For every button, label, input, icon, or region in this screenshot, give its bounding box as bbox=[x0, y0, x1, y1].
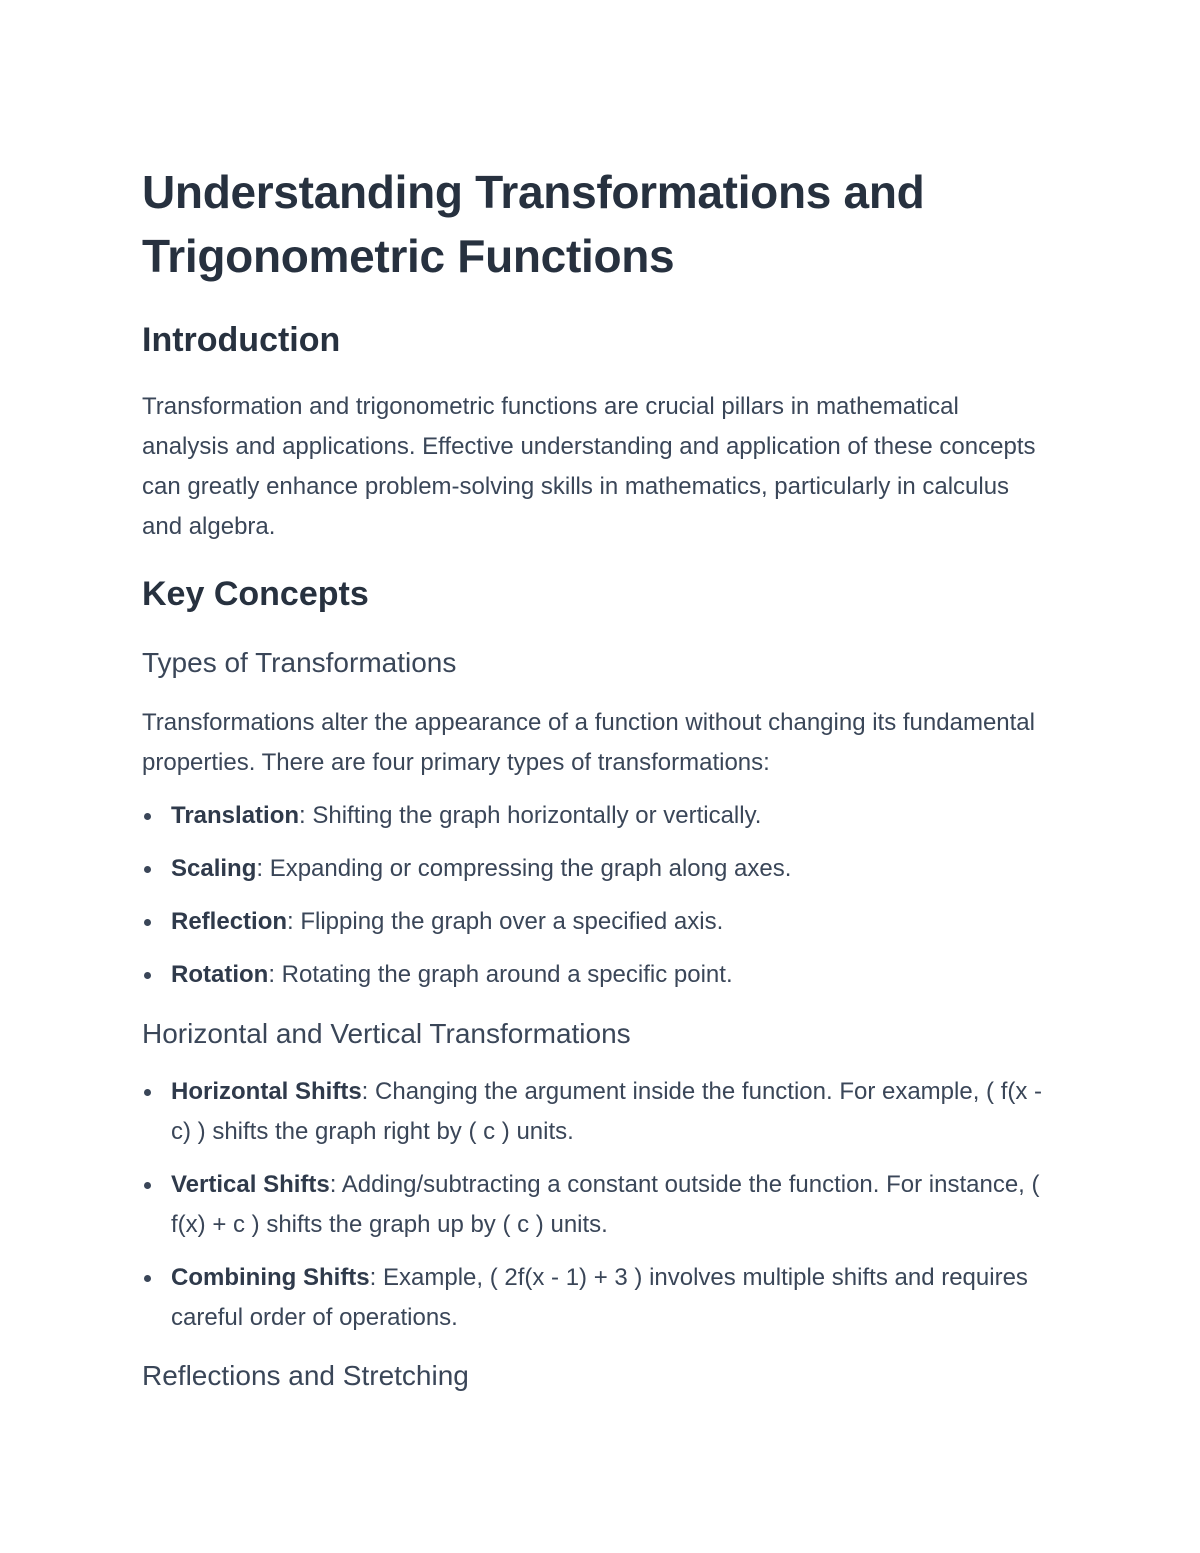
list-item-text: : Shifting the graph horizontally or vertically. bbox=[299, 802, 762, 829]
list-item-term: Vertical Shifts bbox=[171, 1171, 330, 1198]
list-item-text: : Rotating the graph around a specific point. bbox=[268, 961, 733, 988]
key-concepts-heading: Key Concepts bbox=[142, 575, 369, 613]
list-item-term: Scaling bbox=[171, 855, 257, 882]
list-item-term: Translation bbox=[171, 802, 300, 829]
list-item bbox=[142, 1165, 1062, 1245]
list-item-text: : Changing the argument inside the function. For example, ( f(x - c) ) shifts the graph right by ( c ) units. bbox=[171, 1078, 1043, 1145]
list-item bbox=[142, 796, 1062, 836]
list-item-term: Horizontal Shifts bbox=[171, 1078, 362, 1105]
transformation-types-list bbox=[142, 796, 1062, 1008]
list-item-text: : Expanding or compressing the graph along axes. bbox=[256, 855, 792, 882]
list-item bbox=[142, 849, 1062, 889]
list-item-term: Combining Shifts bbox=[171, 1264, 370, 1291]
document-title: Understanding Transformations and Trigonometric Functions bbox=[142, 166, 925, 282]
list-item-text: : Example, ( 2f(x - 1) + 3 ) involves multiple shifts and requires careful order of operations. bbox=[171, 1264, 1028, 1331]
list-item bbox=[142, 902, 1062, 942]
list-item-term: Rotation bbox=[171, 961, 269, 988]
list-item-term: Reflection bbox=[171, 908, 288, 935]
introduction-heading: Introduction bbox=[142, 321, 341, 359]
horizontal-vertical-heading: Horizontal and Vertical Transformations bbox=[142, 1018, 631, 1049]
list-item bbox=[142, 1258, 1062, 1338]
list-item bbox=[142, 955, 1062, 995]
introduction-paragraph: Transformation and trigonometric functions are crucial pillars in mathematical analysis and applications. Effective understanding and application of these concepts can greatly enhance problem-solving skills in mathematics, particularly in calculus and algebra. bbox=[142, 393, 1036, 540]
list-item-text: : Adding/subtracting a constant outside the function. For instance, ( f(x) + c ) shifts the graph up by ( c ) units. bbox=[171, 1171, 1040, 1238]
types-of-transformations-paragraph: Transformations alter the appearance of a function without changing its fundamental properties. There are four primary types of transformations: bbox=[142, 709, 1035, 776]
list-item bbox=[142, 1072, 1062, 1152]
reflections-stretching-heading: Reflections and Stretching bbox=[142, 1360, 469, 1391]
list-item-text: : Flipping the graph over a specified axis. bbox=[287, 908, 724, 935]
shifts-list bbox=[142, 1072, 1062, 1351]
types-of-transformations-heading: Types of Transformations bbox=[142, 647, 457, 678]
